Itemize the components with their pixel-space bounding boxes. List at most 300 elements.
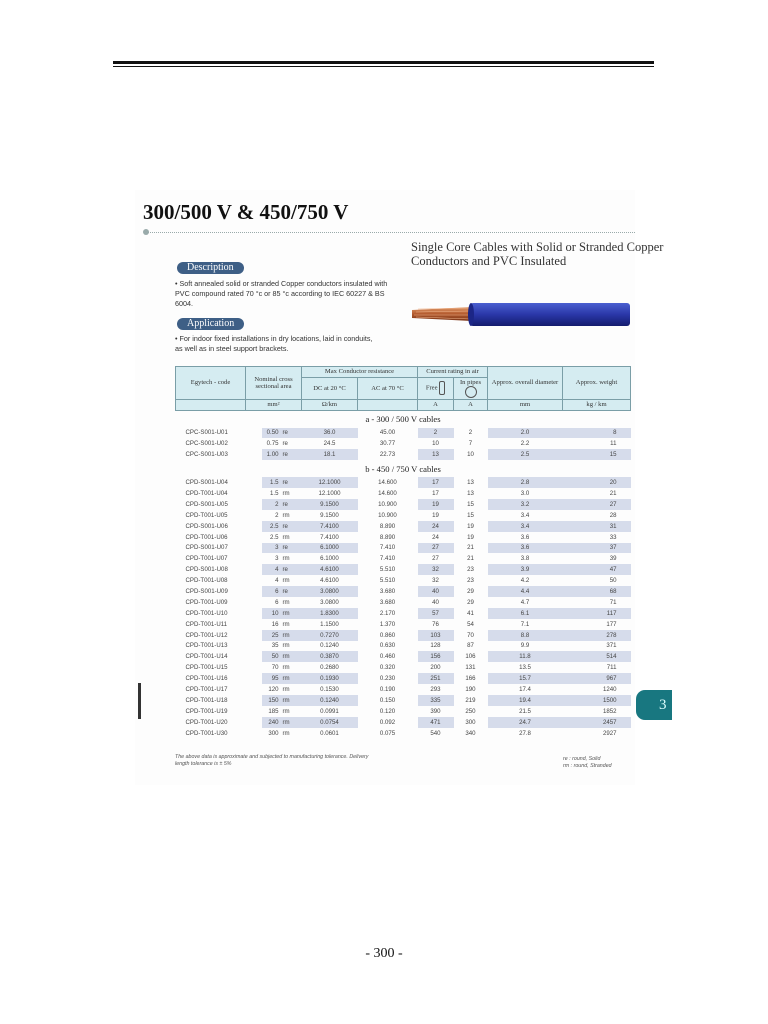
- cell-code: CPD-T001-U18: [185, 696, 228, 704]
- cell-free: 40: [418, 586, 454, 597]
- cell-weight: 967: [563, 673, 631, 684]
- cell-area: 185: [268, 707, 279, 715]
- cell-diameter: 21.5: [519, 707, 531, 715]
- cell-pad: [246, 438, 262, 449]
- cell-diameter: 3.0: [520, 490, 530, 497]
- cell-free: 128: [430, 642, 441, 650]
- col-header-code: Egytech - code: [176, 367, 246, 400]
- table-row: [176, 717, 631, 728]
- table-row: [176, 499, 631, 510]
- cell-diameter: 4.2: [520, 577, 530, 585]
- cell-area: 3: [262, 543, 279, 554]
- cell-pipes: 29: [467, 588, 474, 596]
- cell-area: 95: [262, 673, 279, 684]
- cell-ac: 0.150: [379, 696, 396, 704]
- cell-ac: 0.120: [379, 707, 396, 715]
- cell-pipes: 106: [465, 653, 476, 661]
- margin-bar: [138, 683, 141, 719]
- free-label: Free: [425, 384, 438, 392]
- cell-pad: [246, 428, 262, 439]
- page-number: - 300 -: [365, 946, 403, 961]
- cell-diameter: 3.4: [488, 521, 563, 532]
- cell-area: 35: [271, 642, 279, 650]
- cell-diameter: 13.5: [519, 664, 531, 672]
- cell-pipes: 15: [467, 511, 474, 519]
- cell-weight: 8: [563, 428, 631, 439]
- col-header-weight: Approx. weight: [563, 367, 631, 400]
- cell-pad: [246, 510, 262, 521]
- cell-diameter: 15.7: [488, 673, 563, 684]
- cell-diameter: 6.1: [488, 608, 563, 619]
- cell-type: rm: [282, 642, 290, 650]
- unit-ac: [358, 400, 418, 411]
- cell-ac: 0.075: [379, 729, 396, 737]
- cell-type: re: [282, 440, 288, 448]
- cell-code: CPC-S001-U02: [185, 440, 228, 448]
- cell-diameter: 2.0: [488, 428, 563, 439]
- table-row: [176, 684, 631, 695]
- application-text: • For indoor fixed installations in dry locations, laid in conduits, as well as in steel support brackets.: [175, 334, 373, 353]
- description-heading: Description: [177, 262, 244, 274]
- cell-free: 335: [418, 695, 454, 706]
- cell-area: 1.00: [262, 449, 279, 460]
- cell-pipes: 250: [465, 707, 476, 715]
- cell-free: 200: [430, 664, 441, 672]
- cell-dc: 0.1240: [302, 695, 358, 706]
- cell-code: CPD-T001-U08: [185, 577, 228, 585]
- cell-weight: 71: [609, 598, 617, 606]
- cell-dc: 3.0800: [320, 598, 339, 606]
- cell-type: rm: [282, 686, 290, 694]
- cell-weight: 27: [563, 499, 631, 510]
- cell-pad: [246, 543, 262, 554]
- cell-code: CPD-T001-U19: [185, 707, 228, 715]
- cell-diameter: 3.8: [520, 555, 530, 563]
- unit-dc: Ω/km: [302, 400, 358, 411]
- cell-type: re: [279, 428, 302, 439]
- cell-free: 19: [432, 511, 439, 519]
- cell-ac: 10.900: [378, 500, 397, 508]
- cell-pad: [246, 728, 262, 739]
- cell-dc: 0.7270: [302, 630, 358, 641]
- col-header-current-rating: Current rating in air: [418, 367, 488, 378]
- cell-ac: 0.630: [379, 642, 396, 650]
- header-rule-thin: [113, 66, 654, 67]
- cell-type: re: [279, 499, 302, 510]
- cell-free: 27: [432, 555, 439, 563]
- cell-dc: 0.0991: [320, 707, 339, 715]
- unit-free: A: [418, 400, 454, 411]
- cell-free: 13: [418, 449, 454, 460]
- cell-weight: 11: [610, 440, 617, 448]
- cell-code: CPD-S001-U09: [185, 588, 228, 596]
- cell-code: CPD-T001-U06: [185, 533, 228, 541]
- cell-code: CPD-T001-U11: [185, 620, 228, 628]
- cell-ac: 1.370: [379, 620, 396, 628]
- cell-diameter: 19.4: [488, 695, 563, 706]
- cell-code: CPD-S001-U06: [185, 522, 228, 530]
- table-row: [176, 575, 631, 586]
- cell-pipes: 29: [467, 598, 474, 606]
- cell-pipes: 190: [465, 686, 476, 694]
- cell-type: rm: [282, 620, 290, 628]
- cell-ac: 7.410: [379, 544, 396, 552]
- cell-free: 32: [432, 577, 439, 585]
- cell-pipes: 131: [465, 664, 476, 672]
- unit-area: mm²: [246, 400, 302, 411]
- cell-ac: 0.230: [379, 675, 396, 683]
- cell-pipes: 87: [467, 642, 474, 650]
- cell-dc: 0.3870: [302, 651, 358, 662]
- cell-area: 1.5: [262, 477, 279, 488]
- single-cable-icon: [439, 381, 445, 395]
- cell-code: CPD-T001-U17: [185, 686, 228, 694]
- cell-free: 156: [418, 651, 454, 662]
- cell-pipes: 54: [467, 620, 474, 628]
- cell-type: rm: [282, 664, 290, 672]
- cell-diameter: 3.2: [488, 499, 563, 510]
- cell-code: CPD-T001-U20: [185, 718, 228, 726]
- cell-ac: 0.190: [379, 686, 396, 694]
- table-row: [176, 630, 631, 641]
- cell-area: 2: [262, 499, 279, 510]
- cell-pipes: 166: [465, 675, 476, 683]
- cell-free: 390: [430, 707, 441, 715]
- cell-diameter: 17.4: [519, 686, 531, 694]
- cell-dc: 0.1930: [302, 673, 358, 684]
- cell-dc: 0.1530: [320, 686, 339, 694]
- cell-area: 70: [271, 664, 279, 672]
- cell-weight: 37: [563, 543, 631, 554]
- cell-diameter: 3.4: [520, 511, 530, 519]
- cell-free: 57: [418, 608, 454, 619]
- cell-free: 17: [432, 490, 439, 497]
- cell-area: 4: [275, 577, 279, 585]
- cell-type: rm: [282, 577, 290, 585]
- cell-type: re: [279, 564, 302, 575]
- cell-ac: 30.77: [379, 440, 396, 448]
- cell-type: re: [279, 477, 302, 488]
- cell-weight: 15: [563, 449, 631, 460]
- cell-area: 2: [275, 511, 279, 519]
- cell-dc: 9.1500: [320, 511, 339, 519]
- cell-pipes: 23: [467, 577, 474, 585]
- cell-diameter: 2.2: [520, 440, 530, 448]
- table-row: [176, 510, 631, 521]
- cell-dc: 0.0601: [320, 729, 339, 737]
- description-text: • Soft annealed solid or stranded Copper conductors insulated with PVC compound rated 70 °c or 85 °c according to IEC 60227 & BS 6004.: [175, 279, 388, 308]
- cell-weight: 1240: [602, 686, 617, 694]
- cell-dc: 1.1500: [320, 620, 339, 628]
- cell-ac: 7.410: [379, 555, 396, 563]
- cell-pad: [246, 575, 262, 586]
- cell-weight: 20: [563, 477, 631, 488]
- product-title: Single Core Cables with Solid or Stranded Copper Conductors and PVC Insulated: [411, 240, 664, 268]
- cell-code: CPD-S001-U08: [185, 566, 228, 574]
- cell-free: 251: [418, 673, 454, 684]
- cell-pad: [246, 586, 262, 597]
- cell-pipes: 300: [465, 718, 476, 726]
- cell-diameter: 11.8: [488, 651, 563, 662]
- cell-area: 240: [262, 717, 279, 728]
- cell-free: 76: [432, 620, 439, 628]
- cell-code: CPC-S001-U03: [185, 451, 228, 459]
- cell-type: rm: [279, 630, 302, 641]
- cell-area: 150: [262, 695, 279, 706]
- col-header-dc: DC at 20 °C: [302, 377, 358, 400]
- cell-pipes: 15: [467, 500, 474, 508]
- cell-area: 120: [268, 686, 279, 694]
- cell-weight: 39: [609, 555, 617, 563]
- cell-weight: 278: [563, 630, 631, 641]
- cell-free: 471: [418, 717, 454, 728]
- table-row: [176, 428, 631, 439]
- pipes-label: In pipes: [459, 378, 482, 386]
- cell-type: rm: [279, 651, 302, 662]
- cell-area: 0.50: [262, 428, 279, 439]
- section-tab: 3: [636, 690, 672, 720]
- cell-pad: [246, 695, 262, 706]
- cell-pad: [246, 684, 262, 695]
- cell-pad: [246, 597, 262, 608]
- cell-code: CPD-T001-U05: [185, 511, 228, 519]
- table-row: [176, 553, 631, 564]
- cell-code: CPD-T001-U12: [185, 631, 228, 639]
- cell-dc: 6.1000: [302, 543, 358, 554]
- cell-weight: 371: [606, 642, 617, 650]
- cell-ac: 14.600: [378, 490, 397, 497]
- cell-pipes: 23: [467, 566, 474, 574]
- cell-pad: [246, 662, 262, 673]
- cell-type: rm: [282, 555, 290, 563]
- cell-pad: [246, 499, 262, 510]
- unit-diameter: mm: [488, 400, 563, 411]
- col-header-pipes: [454, 377, 488, 400]
- cell-area: 4: [262, 564, 279, 575]
- cell-code: CPD-T001-U09: [185, 598, 228, 606]
- cell-pad: [246, 651, 262, 662]
- group-b-heading: b - 450 / 750 V cables: [365, 463, 441, 474]
- cell-type: rm: [282, 511, 290, 519]
- cell-ac: 8.890: [379, 533, 396, 541]
- cell-pipes: 41: [467, 609, 474, 617]
- cell-pipes: 21: [467, 555, 474, 563]
- cell-area: 2.5: [262, 521, 279, 532]
- cell-type: re: [279, 543, 302, 554]
- cell-dc: 36.0: [302, 428, 358, 439]
- cell-dc: 18.1: [302, 449, 358, 460]
- cell-pad: [246, 477, 262, 488]
- col-header-max-resistance: Max Conductor resistance: [302, 367, 418, 378]
- table-row: [176, 477, 631, 488]
- cell-pad: [246, 706, 262, 717]
- cell-dc: 4.6100: [320, 577, 339, 585]
- cell-dc: 0.2680: [320, 664, 339, 672]
- cell-weight: 28: [609, 511, 617, 519]
- cell-pipes: 19: [467, 533, 474, 541]
- cell-pipes: 2: [468, 429, 473, 437]
- cell-diameter: 3.6: [488, 543, 563, 554]
- cell-code: CPD-T001-U10: [185, 609, 228, 617]
- cell-pad: [246, 608, 262, 619]
- table-row: [176, 521, 631, 532]
- table-row: [176, 564, 631, 575]
- cell-code: CPD-T001-U04: [185, 490, 228, 497]
- cell-free: 32: [418, 564, 454, 575]
- footnote-tolerance: The above data is approximate and subjected to manufacturing tolerance. Delivery length tolerance is ± 5%: [175, 754, 369, 767]
- cell-code: CPD-S001-U04: [185, 479, 228, 487]
- application-heading: Application: [177, 318, 244, 330]
- table-row: [176, 449, 631, 460]
- cell-pad: [246, 630, 262, 641]
- cell-weight: 2457: [563, 717, 631, 728]
- table-row: [176, 438, 631, 449]
- cell-weight: 1852: [602, 707, 617, 715]
- cell-diameter: 8.8: [488, 630, 563, 641]
- cell-type: re: [279, 521, 302, 532]
- cell-free: 24: [418, 521, 454, 532]
- cell-dc: 0.1240: [320, 642, 339, 650]
- cell-type: rm: [279, 673, 302, 684]
- cell-free: 540: [430, 729, 441, 737]
- cell-area: 1.5: [270, 490, 279, 497]
- cell-pad: [246, 521, 262, 532]
- cell-pad: [246, 673, 262, 684]
- cell-diameter: 2.5: [488, 449, 563, 460]
- cell-free: 19: [418, 499, 454, 510]
- group-a-heading: a - 300 / 500 V cables: [365, 414, 441, 424]
- cell-pad: [246, 564, 262, 575]
- cell-area: 25: [262, 630, 279, 641]
- cell-code: CPC-S001-U01: [185, 429, 228, 437]
- cell-ac: 22.73: [379, 451, 396, 459]
- unit-code: [176, 400, 246, 411]
- table-row: [176, 488, 631, 499]
- table-row: [176, 673, 631, 684]
- cell-area: 6: [262, 586, 279, 597]
- cell-weight: 31: [563, 521, 631, 532]
- cell-type: re: [279, 449, 302, 460]
- cell-ac: 0.320: [379, 664, 396, 672]
- cell-weight: 2927: [602, 729, 617, 737]
- pipe-bundle-icon: [465, 386, 477, 398]
- cell-free: 103: [418, 630, 454, 641]
- dotted-rule: [148, 232, 635, 233]
- cell-dc: 3.0800: [302, 586, 358, 597]
- cell-weight: 711: [606, 664, 617, 672]
- cell-diameter: 4.7: [520, 598, 530, 606]
- cell-ac: 3.680: [379, 588, 396, 596]
- cable-image: [410, 300, 632, 330]
- cell-weight: 33: [609, 533, 617, 541]
- unit-pipes: A: [454, 400, 488, 411]
- cell-area: 0.75: [266, 440, 279, 448]
- cell-code: CPD-T001-U16: [185, 675, 228, 683]
- cell-pad: [246, 553, 262, 564]
- cell-pipes: 340: [465, 729, 476, 737]
- cell-weight: 117: [563, 608, 631, 619]
- col-header-ac: AC at 70 °C: [358, 377, 418, 400]
- cell-weight: 21: [609, 490, 617, 497]
- cell-dc: 24.5: [323, 440, 336, 448]
- cell-diameter: 9.9: [520, 642, 530, 650]
- cell-ac: 14.600: [378, 479, 397, 487]
- cell-type: rm: [279, 608, 302, 619]
- table-row: [176, 728, 631, 739]
- cell-pipes: 19: [467, 522, 474, 530]
- cell-diameter: 2.8: [488, 477, 563, 488]
- cell-ac: 2.170: [379, 609, 396, 617]
- cell-free: 2: [418, 428, 454, 439]
- footnote-legend: re : round, Solid rm : round, Stranded: [563, 756, 612, 769]
- table-row: [176, 586, 631, 597]
- cell-dc: 1.8300: [302, 608, 358, 619]
- cell-diameter: 24.7: [488, 717, 563, 728]
- cell-weight: 177: [606, 620, 617, 628]
- cell-area: 10: [262, 608, 279, 619]
- cell-pad: [246, 619, 262, 630]
- table-row: [176, 597, 631, 608]
- cell-weight: 1500: [563, 695, 631, 706]
- cell-dc: 12.1000: [318, 490, 341, 497]
- cell-diameter: 3.6: [520, 533, 530, 541]
- cell-dc: 4.6100: [302, 564, 358, 575]
- cell-dc: 9.1500: [302, 499, 358, 510]
- cell-free: 27: [418, 543, 454, 554]
- cell-type: rm: [279, 717, 302, 728]
- cell-pad: [246, 641, 262, 652]
- table-row: [176, 695, 631, 706]
- cell-free: 40: [432, 598, 439, 606]
- cell-ac: 45.00: [379, 429, 396, 437]
- cell-pad: [246, 488, 262, 499]
- cell-ac: 0.092: [379, 718, 396, 726]
- cell-dc: 7.4100: [320, 533, 339, 541]
- table-row: [176, 619, 631, 630]
- cell-area: 50: [262, 651, 279, 662]
- cell-free: 293: [430, 686, 441, 694]
- cell-dc: 6.1000: [320, 555, 339, 563]
- cell-dc: 0.0754: [302, 717, 358, 728]
- cell-dc: 12.1000: [302, 477, 358, 488]
- cell-weight: 514: [563, 651, 631, 662]
- cell-weight: 68: [563, 586, 631, 597]
- cell-pipes: 219: [465, 696, 476, 704]
- page-title: 300/500 V & 450/750 V: [143, 200, 349, 224]
- table-row: [176, 662, 631, 673]
- table-row: [176, 651, 631, 662]
- cable-spec-table: [175, 366, 631, 739]
- header-rule-thick: [113, 61, 654, 64]
- cell-code: CPD-S001-U05: [185, 500, 228, 508]
- table-row: [176, 706, 631, 717]
- cell-type: rm: [282, 490, 290, 497]
- cell-ac: 5.510: [379, 577, 396, 585]
- cell-area: 6: [275, 598, 279, 606]
- cell-diameter: 7.1: [520, 620, 530, 628]
- cell-ac: 0.860: [379, 631, 396, 639]
- cell-free: 17: [418, 477, 454, 488]
- cell-pad: [246, 532, 262, 543]
- table-row: [176, 532, 631, 543]
- cell-diameter: 4.4: [488, 586, 563, 597]
- cell-weight: 47: [563, 564, 631, 575]
- cell-type: rm: [279, 695, 302, 706]
- cell-pipes: 13: [467, 490, 474, 497]
- col-header-free: [418, 377, 454, 400]
- cell-type: rm: [282, 598, 290, 606]
- unit-weight: kg / km: [563, 400, 631, 411]
